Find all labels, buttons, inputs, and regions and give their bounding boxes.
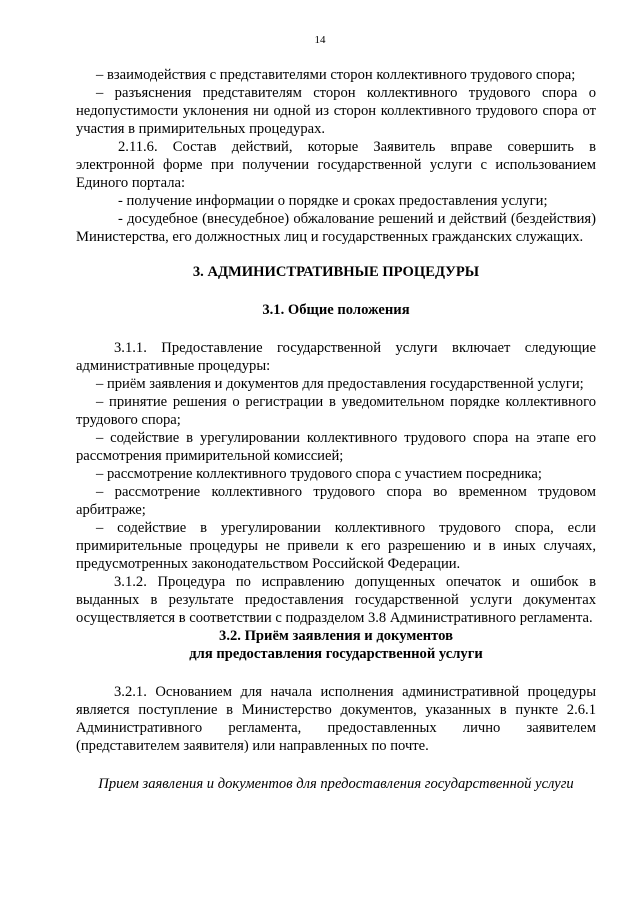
list-item: – приём заявления и документов для предоставления государственной услуги; [96, 376, 584, 392]
paragraph: – взаимодействия с представителями сторон коллективного трудового спора; [96, 67, 576, 83]
subsection-heading: 3.1. Общие положения [262, 302, 410, 318]
document-body [76, 66, 596, 793]
list-item: – содействие в урегулировании коллективного трудового спора, если примирительные процедуры не привели к его разрешению и в иных случаях, предусмотренных законодательством Российской Федерации. [76, 520, 596, 572]
paragraph: 3.2.1. Основанием для начала исполнения административной процедуры является поступление в Министерство документов, указанных в пункте 2.6.1 Административного регламента, предоставленных лично заявителем (представителем заявителя) или направленных по почте. [76, 684, 596, 754]
list-item: – содействие в урегулировании коллективного трудового спора на этапе его рассмотрения примирительной комиссией; [76, 430, 596, 464]
page-number: 14 [314, 34, 326, 46]
paragraph: - досудебное (внесудебное) обжалование решений и действий (бездействия) Министерства, его должностных лиц и государственных гражданских служащих. [76, 211, 596, 245]
italic-heading: Прием заявления и документов для предоставления государственной услуги [98, 776, 574, 792]
paragraph: – разъяснения представителям сторон коллективного трудового спора о недопустимости уклонения ни одной из сторон коллективного трудового спора от участия в примирительных процедурах. [76, 85, 596, 137]
list-item: – рассмотрение коллективного трудового спора во временном трудовом арбитраже; [76, 484, 596, 518]
list-item: – принятие решения о регистрации в уведомительном порядке коллективного трудового спора; [76, 394, 596, 428]
paragraph: 3.1.2. Процедура по исправлению допущенных опечаток и ошибок в выданных в результате предоставления государственной услуги документах осуществляется в соответствии с подразделом 3.8 Административного регламента. [76, 574, 596, 626]
paragraph: 2.11.6. Состав действий, которые Заявитель вправе совершить в электронной форме при получении государственной услуги с использованием Единого портала: [76, 139, 596, 191]
subsection-heading: 3.2. Приём заявления и документов [219, 628, 453, 644]
paragraph: - получение информации о порядке и сроках предоставления услуги; [118, 193, 548, 209]
list-item: – рассмотрение коллективного трудового спора с участием посредника; [96, 466, 542, 482]
paragraph: 3.1.1. Предоставление государственной услуги включает следующие административные процедуры: [76, 340, 596, 374]
subsection-heading-line2: для предоставления государственной услуги [189, 646, 483, 662]
section-heading: 3. АДМИНИСТРАТИВНЫЕ ПРОЦЕДУРЫ [192, 264, 480, 280]
